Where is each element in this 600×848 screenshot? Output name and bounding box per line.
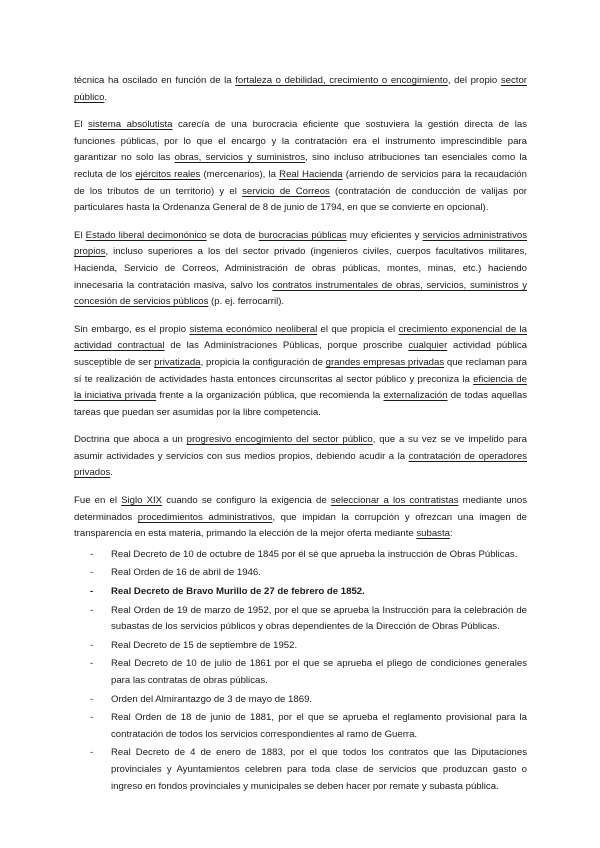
text: (arriendo de servicios para la recaudación de los tributos de un territorio) y el	[74, 168, 527, 197]
underlined-term: contratos instrumentales de obras, servicios, suministros y concesión de servicios públicos	[74, 279, 527, 308]
underlined-term: crecimiento exponencial de la actividad contractual	[74, 323, 527, 352]
text: (p. ej. ferrocarril).	[208, 296, 285, 308]
underlined-term: Real Hacienda	[279, 168, 343, 180]
list-dash: -	[90, 639, 94, 651]
paragraph-intro	[74, 73, 527, 106]
underlined-term: subasta	[416, 528, 450, 540]
text: actividad pública susceptible de ser	[74, 340, 528, 368]
paragraph-liberal-state	[74, 228, 527, 311]
list-dash: -	[90, 548, 94, 560]
list-item-text: Real Decreto de Bravo Murillo de 27 de febrero de 1852.	[111, 586, 365, 598]
text: carecía de una burocracia eficiente que sostuviera la gestión directa de las funciones públicas, por lo que el encargo y la contratación era el instrumento imprescindible para garantizar no solo las	[74, 119, 527, 164]
underlined-term: eficiencia de la iniciativa privada	[74, 373, 527, 402]
list-dash: -	[90, 586, 94, 598]
underlined-term: procedimientos administrativos	[137, 511, 273, 523]
text: El	[74, 119, 89, 131]
paragraph-siglo-xix	[74, 493, 527, 543]
underlined-term: burocracias públicas	[258, 229, 347, 241]
underlined-term: seleccionar a los contratistas	[330, 495, 459, 507]
paragraph-absolutism	[74, 117, 527, 217]
text: Sin embargo, es el propio	[74, 323, 190, 335]
text: de las Administraciones Públicas, porque proscribe	[164, 340, 409, 352]
list-dash: -	[90, 712, 94, 724]
list-item	[74, 603, 527, 636]
list-dash: -	[90, 604, 94, 616]
list-item	[74, 710, 527, 743]
list-item-text: Real Orden de 19 de marzo de 1952, por el que se aprueba la Instrucción para la celebración de subastas de los servicios públicos y obras dependientes de la Dirección de Obras Públicas.	[111, 604, 527, 633]
underlined-term: sistema absolutista	[88, 119, 173, 131]
text: que reclaman para sí te realización de actividades hasta entonces circunscritas al sector público y preconiza la	[74, 356, 527, 385]
underlined-term: Estado liberal decimonónico	[85, 229, 207, 241]
text: , que a su vez se ve impelido para asumir actividades y servicios con sus medios propios, debiendo acudir a la	[74, 434, 527, 462]
text: , sino incluso atribuciones tan esenciales como la recluta de los	[74, 152, 527, 180]
text: , del propio	[447, 75, 501, 86]
text: de todas aquellas tareas que puedan ser asumidas por la libre competencia.	[74, 390, 527, 418]
list-item-text: Real Decreto de 4 de enero de 1883, por el que todos los contratos que las Diputaciones provinciales y Ayuntamientos celebren para toda clase de servicios que produzcan gasto o ingreso en fondos provinciales y municipales se deben hacer por remate y subasta pública.	[111, 747, 527, 792]
list-dash: -	[90, 567, 94, 579]
text: (contratación de conducción de valijas por particulares hasta la Ordenanza General de 8 de junio de 1794, en que se convierte en opcional).	[74, 185, 527, 214]
text: .	[104, 91, 108, 103]
list-item-text: Real Decreto de 10 de octubre de 1845 por él sé que aprueba la instrucción de Obras Públicas.	[111, 548, 518, 560]
text: técnica ha oscilado en función de la	[74, 75, 236, 86]
text: Doctrina que aboca a un	[74, 434, 187, 446]
list-item	[74, 565, 527, 582]
text: , incluso superiores a los del sector privado (ingenieros civiles, cuerpos facultativos militares, Hacienda, Servicio de Correos, Administración de obras públicas, montes, minas, etc.) haciendo innecesaria la contratación masiva, salvo los	[74, 246, 527, 291]
text: , que impidan la corrupción y ofrezcan una imagen de transparencia en esta materia, primando la elección de la mejor oferta mediante	[74, 511, 527, 540]
text: cuando se configuro la exigencia de	[162, 495, 331, 507]
underlined-term: servicios administrativos propios	[74, 229, 527, 258]
list-item	[74, 692, 527, 709]
text: mediante unos determinados	[74, 495, 528, 523]
underlined-term: ejércitos reales	[135, 168, 201, 180]
text: Fue en el	[74, 495, 122, 507]
legislation-list	[74, 547, 527, 795]
list-dash: -	[90, 658, 94, 670]
underlined-term: privatizada	[154, 356, 201, 368]
list-item-text: Real Orden de 18 de junio de 1881, por el que se aprueba el reglamento provisional para la contratación de todos los servicios correspondientes al ramo de Guerra.	[111, 712, 527, 740]
underlined-term: servicio de Correos	[242, 185, 330, 197]
text: frente a la organización pública, que recomienda la	[156, 390, 384, 402]
text: se dota de	[206, 229, 259, 241]
list-item-text: Orden del Almirantazgo de 3 de mayo de 1869.	[111, 693, 313, 705]
paragraph-doctrine	[74, 432, 527, 482]
list-item	[74, 584, 527, 601]
list-item	[74, 638, 527, 655]
list-item	[74, 547, 527, 564]
list-item	[74, 745, 527, 795]
paragraph-neoliberal	[74, 322, 527, 422]
text: El	[74, 229, 86, 241]
underlined-term: fortaleza o debilidad, crecimiento o encogimiento	[235, 75, 448, 86]
underlined-term: grandes empresas privadas	[325, 356, 445, 368]
underlined-term: obras, servicios y suministros	[174, 152, 306, 164]
underlined-term: cualquier	[408, 340, 448, 352]
underlined-term: sector público	[74, 75, 527, 103]
underlined-term: contratación de operadores privados	[74, 450, 527, 479]
list-item	[74, 656, 527, 689]
underlined-term: progresivo encogimiento del sector público	[186, 434, 373, 446]
text: el que propicia el	[317, 323, 399, 335]
underlined-term: externalización	[383, 390, 448, 402]
text: :	[449, 528, 453, 540]
text: .	[110, 467, 113, 479]
list-item-text: Real Decreto de 10 de julio de 1861 por el que se aprueba el pliego de condiciones generales para las contratas de obras públicas.	[111, 658, 527, 686]
text: (mercenarios), la	[200, 168, 280, 180]
list-item-text: Real Orden de 16 de abril de 1946.	[111, 567, 261, 579]
underlined-term: sistema económico neoliberal	[189, 323, 318, 335]
underlined-term: Siglo XIX	[121, 495, 163, 507]
list-dash: -	[90, 747, 94, 759]
text: muy eficientes y	[346, 229, 423, 241]
text: , propicia la configuración de	[200, 356, 326, 368]
list-dash: -	[90, 693, 94, 705]
list-item-text: Real Decreto de 15 de septiembre de 1952.	[111, 639, 298, 651]
